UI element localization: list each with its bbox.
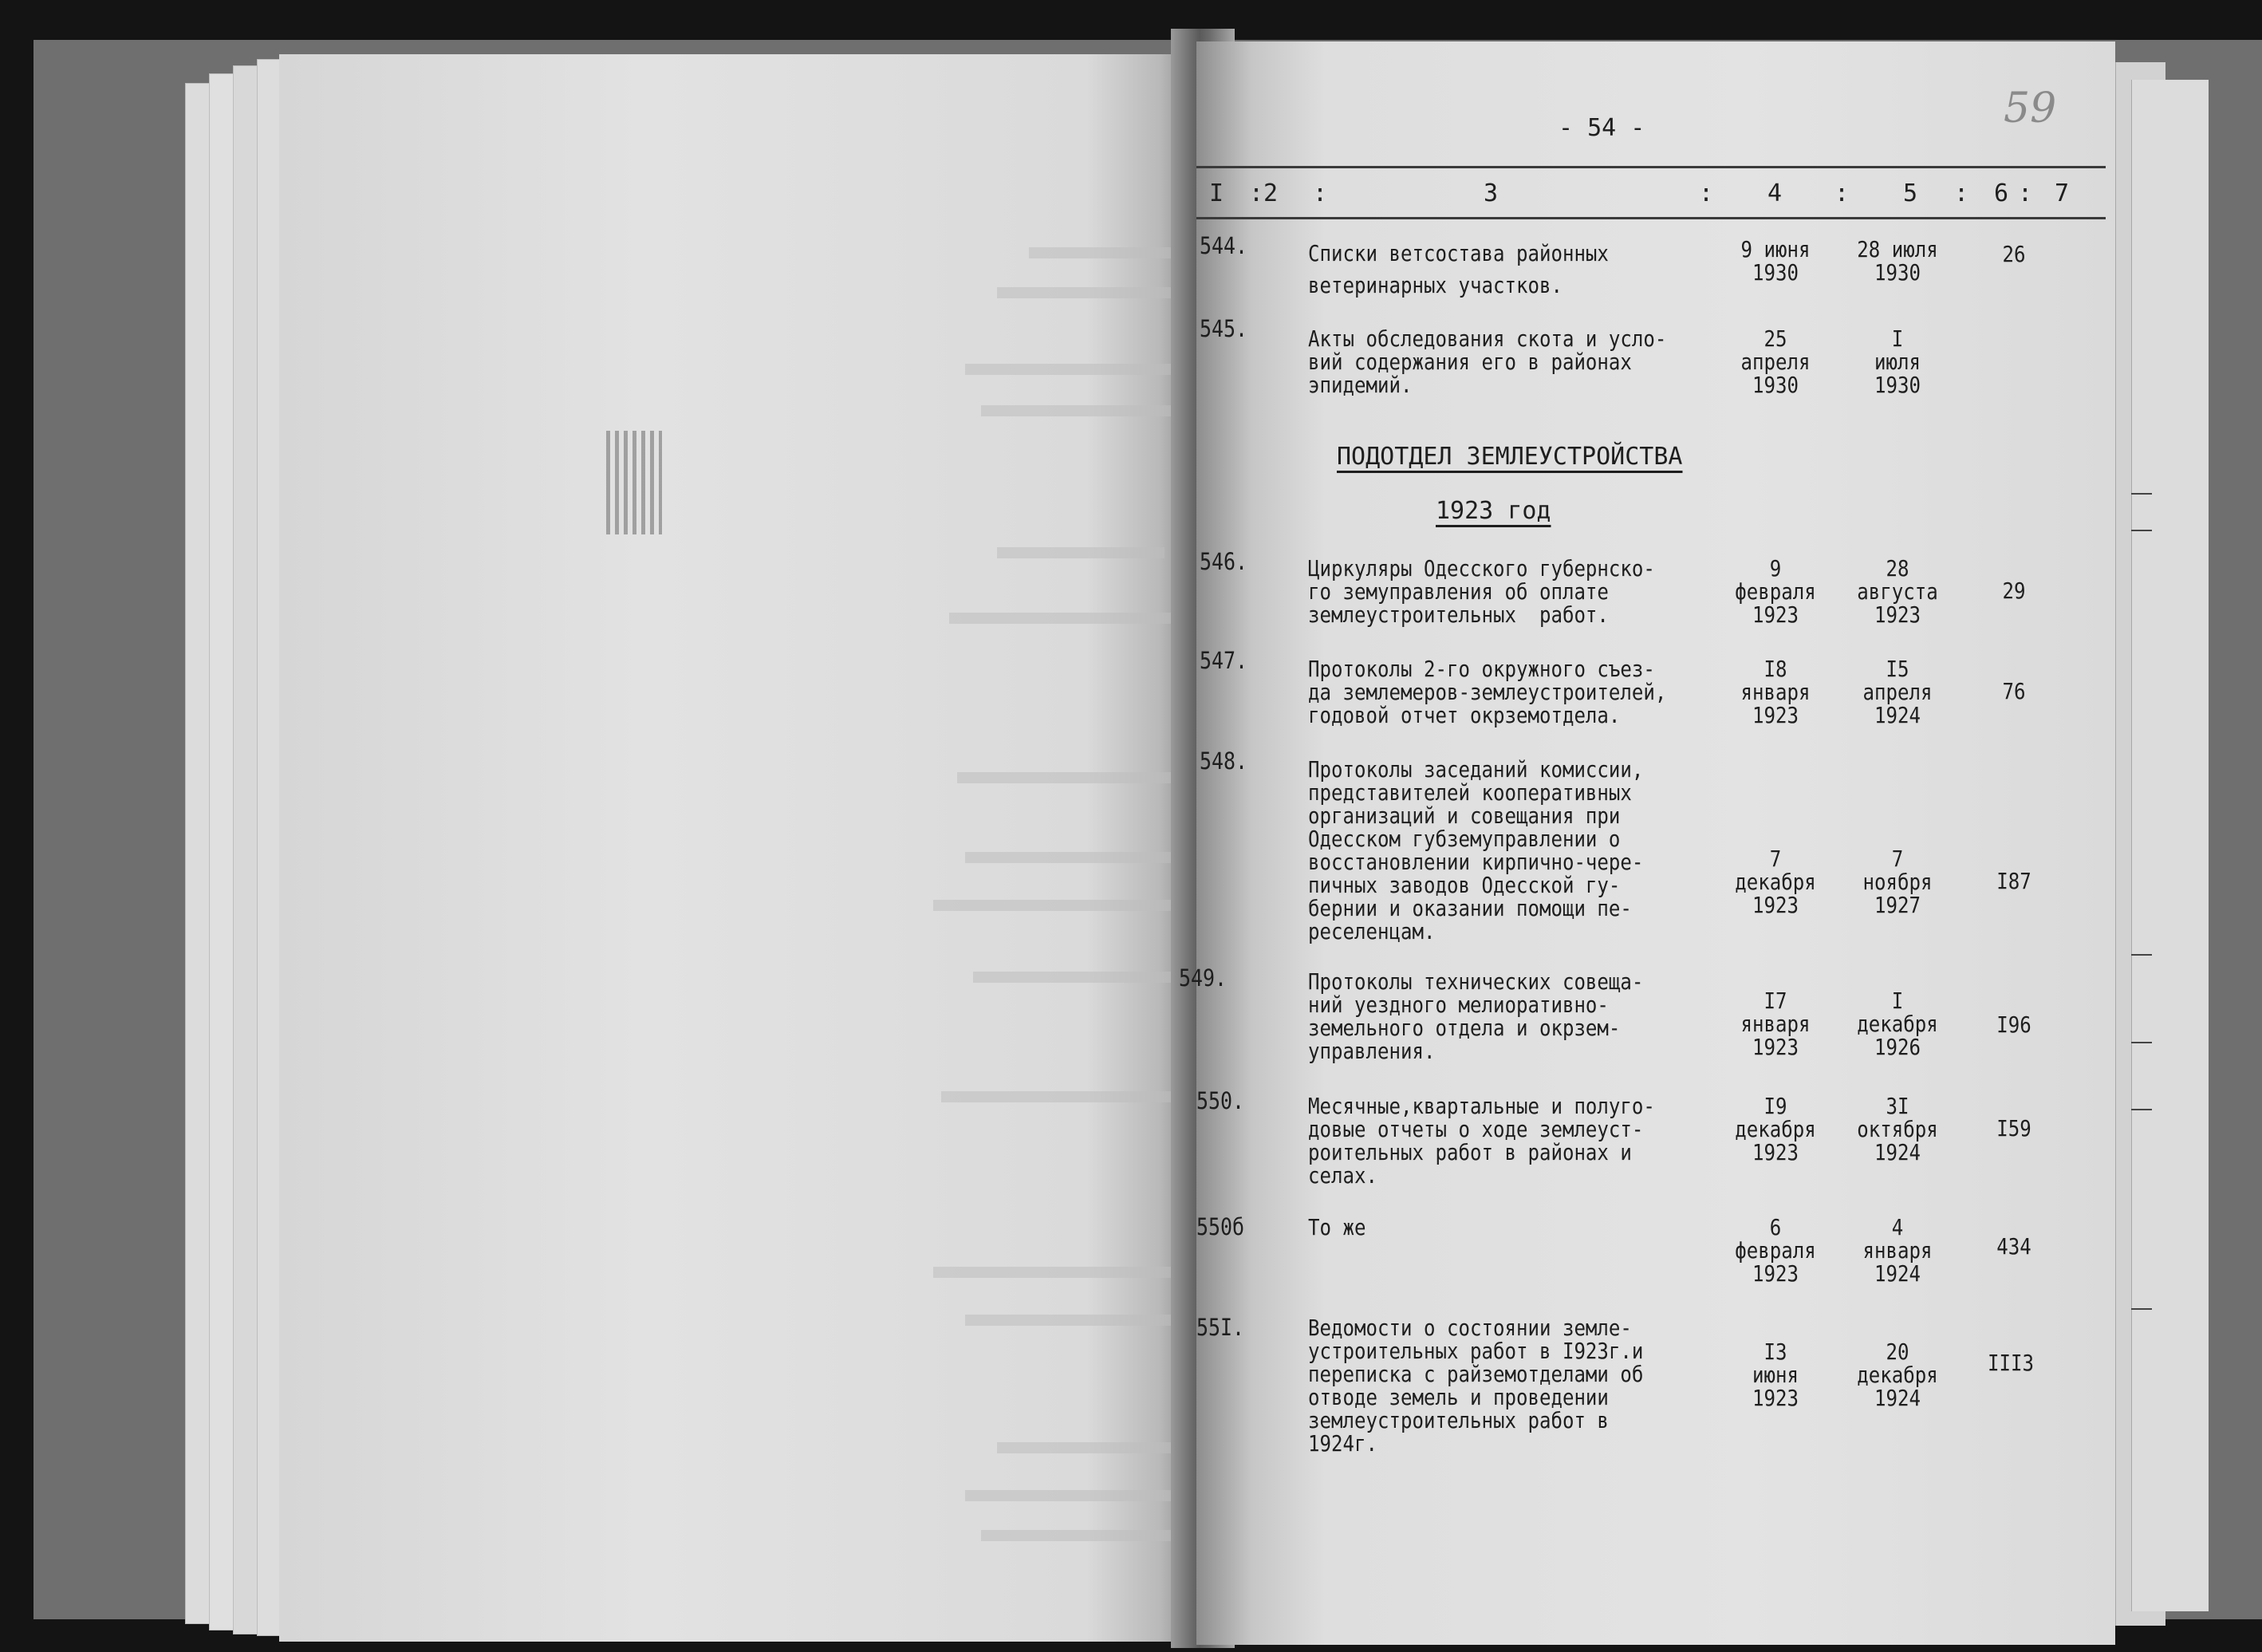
bleed-through-text xyxy=(933,900,1172,911)
bleed-through-text xyxy=(965,364,1172,375)
record-number: 545. xyxy=(1200,315,1248,342)
record-start-date: 9 февраля 1923 xyxy=(1735,555,1816,628)
record-number: 544. xyxy=(1200,232,1248,259)
bleed-through-text xyxy=(997,1442,1172,1453)
record-end-date: 28 июля 1930 xyxy=(1857,236,1938,286)
record-sheet-count: 29 xyxy=(2002,578,2026,604)
record-number: 55I. xyxy=(1196,1314,1245,1341)
record-start-date: I9 декабря 1923 xyxy=(1735,1093,1816,1165)
bleed-through-text xyxy=(957,772,1172,783)
bleed-through-text xyxy=(1029,247,1172,258)
record-description: Акты обследования скота и усло- вий содержания его в районах эпидемий. xyxy=(1308,325,1667,398)
record-number: 547. xyxy=(1200,647,1248,674)
record-sheet-count: I87 xyxy=(1996,868,2031,894)
margin-tick xyxy=(2131,1308,2152,1310)
margin-tick xyxy=(2131,1042,2152,1043)
left-page xyxy=(279,54,1196,1642)
margin-tick xyxy=(2131,493,2152,495)
record-end-date: 7 ноября 1927 xyxy=(1862,846,1933,918)
record-number: 548. xyxy=(1200,747,1248,775)
col-separator: : xyxy=(2018,179,2033,207)
bleed-through-text xyxy=(933,1267,1172,1278)
bleed-through-text xyxy=(965,1490,1172,1501)
record-description: Списки ветсостава районных ветеринарных участков. xyxy=(1308,240,1609,298)
bleed-through-text xyxy=(981,1530,1172,1541)
page-edge xyxy=(2131,80,2209,1611)
section-title: ПОДОТДЕЛ ЗЕМЛЕУСТРОЙСТВА xyxy=(1337,443,1683,471)
record-number: 546. xyxy=(1200,548,1248,575)
record-description: Протоколы заседаний комиссии, представителей кооперативных организаций и совещания при Одесском губземуправлении о восстановлении кирпично-чере- пичных заводов Одесской гу- бернии и оказании помощи пе- реселенцам. xyxy=(1308,756,1644,944)
page-number: - 54 - xyxy=(1559,114,1645,142)
record-number: 550б xyxy=(1196,1213,1245,1240)
record-description: Циркуляры Одесского губернско- го земуправления об оплате землеустроительных работ. xyxy=(1308,555,1655,628)
margin-tick xyxy=(2131,954,2152,956)
col-header-1: I xyxy=(1209,179,1224,207)
table-top-rule xyxy=(1196,166,2106,168)
col-separator: : xyxy=(1834,179,1850,207)
record-description: То же xyxy=(1308,1214,1366,1240)
record-start-date: I3 июня 1923 xyxy=(1752,1339,1799,1411)
record-description: Протоколы 2-го окружного съез- да землемеров-землеустроителей, годовой отчет окрземотдела. xyxy=(1308,656,1667,728)
bleed-through-text xyxy=(965,852,1172,863)
record-end-date: 3I октября 1924 xyxy=(1857,1093,1938,1165)
record-start-date: 9 июня 1930 xyxy=(1740,236,1811,286)
record-sheet-count: 76 xyxy=(2002,678,2026,704)
record-end-date: 28 августа 1923 xyxy=(1857,555,1938,628)
record-number: 549. xyxy=(1179,964,1228,992)
record-end-date: I июля 1930 xyxy=(1874,325,1921,398)
record-end-date: 4 января 1924 xyxy=(1862,1214,1933,1287)
bleed-through-text xyxy=(965,1315,1172,1326)
record-start-date: 25 апреля 1930 xyxy=(1740,325,1811,398)
bleed-through-text xyxy=(981,405,1172,416)
table-header-rule xyxy=(1196,217,2106,219)
bleed-through-text xyxy=(973,972,1172,983)
faded-stamp xyxy=(606,431,662,534)
col-header-7: 7 xyxy=(2055,179,2070,207)
record-description: Месячные,квартальные и полуго- довые отчеты о ходе землеуст- роительных работ в районах и селах. xyxy=(1308,1093,1655,1189)
record-start-date: I7 января 1923 xyxy=(1740,988,1811,1060)
col-header-3: 3 xyxy=(1484,179,1499,207)
bleed-through-text xyxy=(997,547,1164,558)
margin-tick xyxy=(2131,530,2152,531)
record-start-date: I8 января 1923 xyxy=(1740,656,1811,728)
col-separator: : xyxy=(1699,179,1714,207)
record-sheet-count: I96 xyxy=(1996,1011,2031,1038)
handwritten-folio-number: 59 xyxy=(2004,85,2057,132)
record-end-date: I5 апреля 1924 xyxy=(1862,656,1933,728)
record-end-date: I декабря 1926 xyxy=(1857,988,1938,1060)
col-header-5: 5 xyxy=(1903,179,1918,207)
col-header-4: 4 xyxy=(1767,179,1783,207)
record-number: 550. xyxy=(1196,1087,1245,1114)
margin-tick xyxy=(2131,1109,2152,1110)
record-start-date: 6 февраля 1923 xyxy=(1735,1214,1816,1287)
record-start-date: 7 декабря 1923 xyxy=(1735,846,1816,918)
col-header-2: :2 xyxy=(1249,179,1279,207)
bleed-through-text xyxy=(997,287,1172,298)
col-separator: : xyxy=(1954,179,1969,207)
record-end-date: 20 декабря 1924 xyxy=(1857,1339,1938,1411)
record-sheet-count: I59 xyxy=(1996,1115,2031,1141)
record-sheet-count: III3 xyxy=(1988,1350,2034,1376)
record-description: Ведомости о состоянии земле- устроительных работ в I923г.и переписка с райземотделами об отводе земель и проведении землеустроительных работ в 1924г. xyxy=(1308,1315,1644,1457)
col-header-6: 6 xyxy=(1994,179,2009,207)
section-year: 1923 год xyxy=(1436,497,1551,525)
record-sheet-count: 434 xyxy=(1996,1233,2031,1260)
col-separator: : xyxy=(1313,179,1328,207)
bleed-through-text xyxy=(949,613,1172,624)
record-description: Протоколы технических совеща- ний уездного мелиоративно- земельного отдела и окрзем- управления. xyxy=(1308,968,1644,1064)
record-sheet-count: 26 xyxy=(2002,241,2026,267)
bleed-through-text xyxy=(941,1091,1172,1102)
